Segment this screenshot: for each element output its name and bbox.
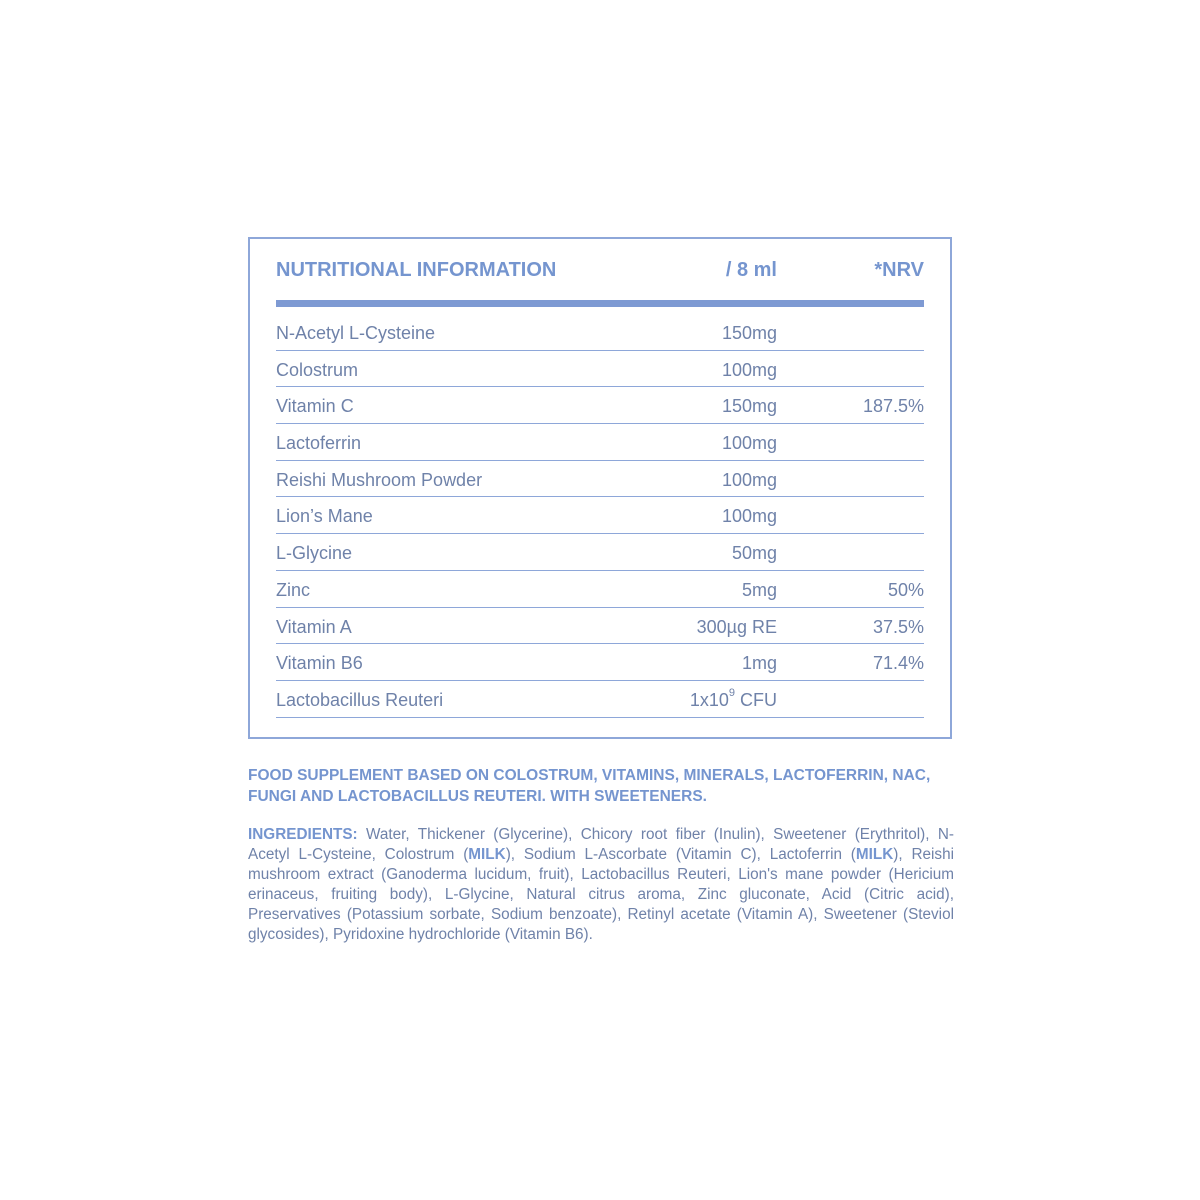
row-amount: 1mg (741, 653, 777, 674)
header-nutritional-information: NUTRITIONAL INFORMATION (276, 259, 557, 281)
row-amount: 150mg (721, 396, 777, 417)
row-name: N-Acetyl L-Cysteine (276, 323, 436, 343)
ingredients-part-1: Water, Thickener (Glycerine), Chicory root fiber (Inulin), Sweetener (Erythritol), N-Acetyl L-Cysteine, Colostrum ( (248, 826, 954, 863)
table-body (276, 314, 924, 718)
row-amount: 100mg (721, 506, 777, 527)
row-nrv: 50% (887, 579, 924, 600)
header-divider (276, 300, 924, 307)
table-row (276, 571, 924, 608)
allergen-milk: MILK (468, 845, 506, 863)
amount-unit: CFU (735, 689, 777, 710)
ingredients-label: INGREDIENTS: (248, 826, 358, 843)
ingredients-part-3: ), Reishi mushroom extract (Ganoderma lucidum, fruit), Lactobacillus Reuteri, Lion's mane powder (Hericium erinaceus, fruiting body), L-Glycine, Natural citrus aroma, Zinc gluconate, Acid (Citric acid), Preservatives (Potassium sorbate, Sodium benzoate), Retinyl acetate (Vitamin A), Sweetener (Steviol glycosides), Pyridoxine hydrochloride (Vitamin B6). (248, 845, 954, 943)
header-amount-per-8ml: / 8 ml (725, 259, 777, 281)
table-row (276, 644, 924, 681)
table-header (276, 259, 924, 289)
table-row (276, 424, 924, 461)
row-amount: 5mg (741, 579, 777, 600)
table-row (276, 387, 924, 424)
table-row (276, 314, 924, 351)
row-name: Lion’s Mane (276, 506, 373, 527)
row-amount: 150mg (721, 323, 777, 343)
ingredients-part-2: ), Sodium L-Ascorbate (Vitamin C), Lactoferrin ( (505, 845, 856, 863)
row-amount: 50mg (731, 543, 777, 564)
row-name: Lactobacillus Reuteri (276, 689, 444, 710)
header-nrv: *NRV (874, 259, 924, 281)
row-name: L-Glycine (276, 543, 353, 564)
row-amount: 100mg (721, 359, 777, 380)
row-amount: 100mg (721, 433, 777, 454)
row-name: Lactoferrin (276, 433, 362, 454)
amount-base: 1x10 (689, 689, 729, 710)
row-nrv: 37.5% (872, 616, 924, 637)
table-row (276, 461, 924, 498)
ingredients-text (248, 825, 954, 944)
table-row (276, 608, 924, 645)
amount-exponent: 9 (728, 686, 735, 699)
row-amount (689, 686, 777, 711)
table-row (276, 681, 924, 718)
row-name: Zinc (276, 579, 311, 600)
product-description: FOOD SUPPLEMENT BASED ON COLOSTRUM, VITAMINS, MINERALS, LACTOFERRIN, NAC, FUNGI AND LACTOBACILLUS REUTERI. WITH SWEETENERS. (248, 767, 931, 805)
table-row (276, 351, 924, 388)
row-nrv: 71.4% (872, 653, 924, 674)
row-name: Vitamin C (276, 396, 354, 417)
row-amount: 300µg RE (696, 616, 777, 637)
table-row (276, 497, 924, 534)
allergen-milk: MILK (855, 845, 894, 863)
row-name: Vitamin B6 (276, 653, 363, 674)
nutrition-table (248, 237, 952, 739)
row-nrv: 187.5% (862, 396, 924, 417)
row-amount: 100mg (721, 469, 777, 490)
table-row (276, 534, 924, 571)
row-name: Reishi Mushroom Powder (276, 469, 483, 490)
row-name: Colostrum (276, 359, 359, 380)
row-name: Vitamin A (276, 616, 352, 637)
